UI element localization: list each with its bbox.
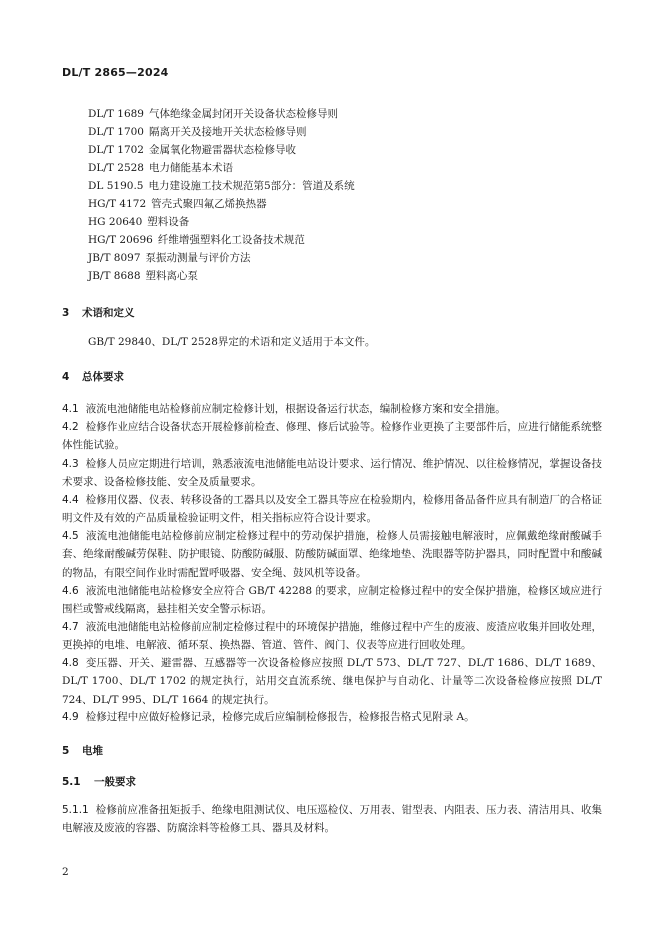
section-number: 4 <box>62 371 70 383</box>
reference-code: JB/T 8097 <box>88 252 141 264</box>
reference-title: 气体绝缘金属封闭开关设备状态检修导则 <box>149 108 338 120</box>
subsection-5-1-heading <box>62 774 136 789</box>
clause-4-4 <box>62 491 602 528</box>
page-number: 2 <box>62 866 69 878</box>
section-4-heading <box>62 369 124 384</box>
reference-code: HG 20640 <box>88 216 143 228</box>
clause-text: 液流电池储能电站检修前应制定检修过程中的劳动保护措施，检修人员需接触电解液时，应佩戴绝缘耐酸碱手套、绝缘耐酸碱劳保鞋、防护眼镜、防酸防碱服、防酸防碱面罩、绝缘地垫、洗眼器等防护器具，同时配置中和酸碱的物品，有限空间作业时需配置呼吸器、安全绳、鼓风机等设备。 <box>62 530 602 579</box>
reference-code: DL/T 2528 <box>88 162 144 174</box>
clause-text: 液流电池储能电站检修安全应符合 GB/T 42288 的要求，应制定检修过程中的安全保护措施，检修区域应进行围栏或警戒线隔离，悬挂相关安全警示标语。 <box>62 585 602 616</box>
reference-title: 塑料设备 <box>147 216 190 228</box>
clause-text: 检修作业应结合设备状态开展检修前检查、修理、修后试验等。检修作业更换了主要部件后，应进行储能系统整体性能试验。 <box>62 421 602 452</box>
clause-text: 检修前应准备扭矩扳手、绝缘电阻测试仪、电压巡检仪、万用表、钳型表、内阻表、压力表、清洁用具、收集电解液及废液的容器、防腐涂料等检修工具、器具及材料。 <box>62 804 602 835</box>
clause-5-1-1 <box>62 801 602 838</box>
document-header-code: DL/T 2865—2024 <box>62 66 169 79</box>
clause-text: 检修用仪器、仪表、转移设备的工器具以及安全工器具等应在检验期内，检修用备品备件应具有制造厂的合格证明文件及有效的产品质量检验证明文件，相关指标应符合设计要求。 <box>62 494 602 525</box>
reference-title: 电力建设施工技术规范第5部分：管道及系统 <box>148 180 355 192</box>
reference-item <box>88 105 355 123</box>
reference-code: HG/T 4172 <box>88 198 147 210</box>
reference-item <box>88 141 355 159</box>
clause-number: 4.1 <box>62 403 79 415</box>
subsection-number: 5.1 <box>62 776 81 788</box>
clause-4-6 <box>62 582 602 619</box>
reference-item <box>88 177 355 195</box>
reference-code: JB/T 8688 <box>88 270 141 282</box>
reference-code: DL/T 1689 <box>88 108 144 120</box>
section-5-heading <box>62 743 103 758</box>
clause-text: 液流电池储能电站检修前应制定检修过程中的环境保护措施，维修过程中产生的废液、废渣应收集并回收处理，更换掉的电堆、电解液、循环泵、换热器、管道、管件、阀门、仪表等应进行回收处理。 <box>62 621 602 652</box>
clause-4-7 <box>62 618 602 655</box>
normative-references-list <box>88 105 355 285</box>
clause-number: 4.6 <box>62 585 79 597</box>
reference-title: 电力储能基本术语 <box>149 162 233 174</box>
reference-item <box>88 159 355 177</box>
reference-item <box>88 249 355 267</box>
clause-number: 4.2 <box>62 421 79 433</box>
clause-number: 4.5 <box>62 530 79 542</box>
clause-4-5 <box>62 527 602 582</box>
reference-item <box>88 231 355 249</box>
reference-item <box>88 213 355 231</box>
reference-code: DL 5190.5 <box>88 180 144 192</box>
clause-number: 4.3 <box>62 458 79 470</box>
reference-item <box>88 123 355 141</box>
clause-number: 4.7 <box>62 621 79 633</box>
section-title: 术语和定义 <box>82 307 135 319</box>
subsection-title: 一般要求 <box>94 776 136 788</box>
section-3-heading <box>62 305 135 320</box>
clause-number: 4.8 <box>62 657 79 669</box>
clause-text: 检修过程中应做好检修记录，检修完成后应编制检修报告，检修报告格式见附录 A。 <box>85 711 475 723</box>
reference-code: DL/T 1700 <box>88 126 144 138</box>
reference-item <box>88 195 355 213</box>
section-3-text: GB/T 29840、DL/T 2528界定的术语和定义适用于本文件。 <box>88 336 376 348</box>
clause-number: 5.1.1 <box>62 804 89 816</box>
section-number: 5 <box>62 745 70 757</box>
clause-text: 液流电池储能电站检修前应制定检修计划，根据设备运行状态，编制检修方案和安全措施。 <box>85 403 506 415</box>
reference-title: 泵振动测量与评价方法 <box>145 252 251 264</box>
clause-4-9 <box>62 708 602 726</box>
clause-text: 变压器、开关、避雷器、互感器等一次设备检修应按照 DL/T 573、DL/T 727、DL/T 1686、DL/T 1689、DL/T 1700、DL/T 1702 的规定执行，站用交直流系统、继电保护与自动化、计量等二次设备检修应按照 DL/T 724、DL/T 995、DL/T 1664 的规定执行。 <box>62 657 602 706</box>
reference-code: DL/T 1702 <box>88 144 144 156</box>
reference-title: 塑料离心泵 <box>145 270 199 282</box>
clause-4-3 <box>62 455 602 492</box>
reference-title: 金属氧化物避雷器状态检修导收 <box>149 144 296 156</box>
section-title: 总体要求 <box>82 371 124 383</box>
clause-text: 检修人员应定期进行培训，熟悉液流电池储能电站设计要求、运行情况、维护情况、以往检修情况，掌握设备技术要求、设备检修技能、安全及质量要求。 <box>62 458 602 489</box>
clause-4-2 <box>62 418 602 455</box>
section-title: 电堆 <box>82 745 103 757</box>
reference-title: 管壳式聚四氟乙烯换热器 <box>151 198 267 210</box>
reference-code: HG/T 20696 <box>88 234 153 246</box>
reference-title: 隔离开关及接地开关状态检修导则 <box>149 126 307 138</box>
section-number: 3 <box>62 307 70 319</box>
clause-4-8 <box>62 654 602 709</box>
clause-number: 4.4 <box>62 494 79 506</box>
clause-number: 4.9 <box>62 711 79 723</box>
clause-4-1 <box>62 400 602 418</box>
reference-title: 纤维增强塑料化工设备技术规范 <box>157 234 305 246</box>
reference-item <box>88 267 355 285</box>
